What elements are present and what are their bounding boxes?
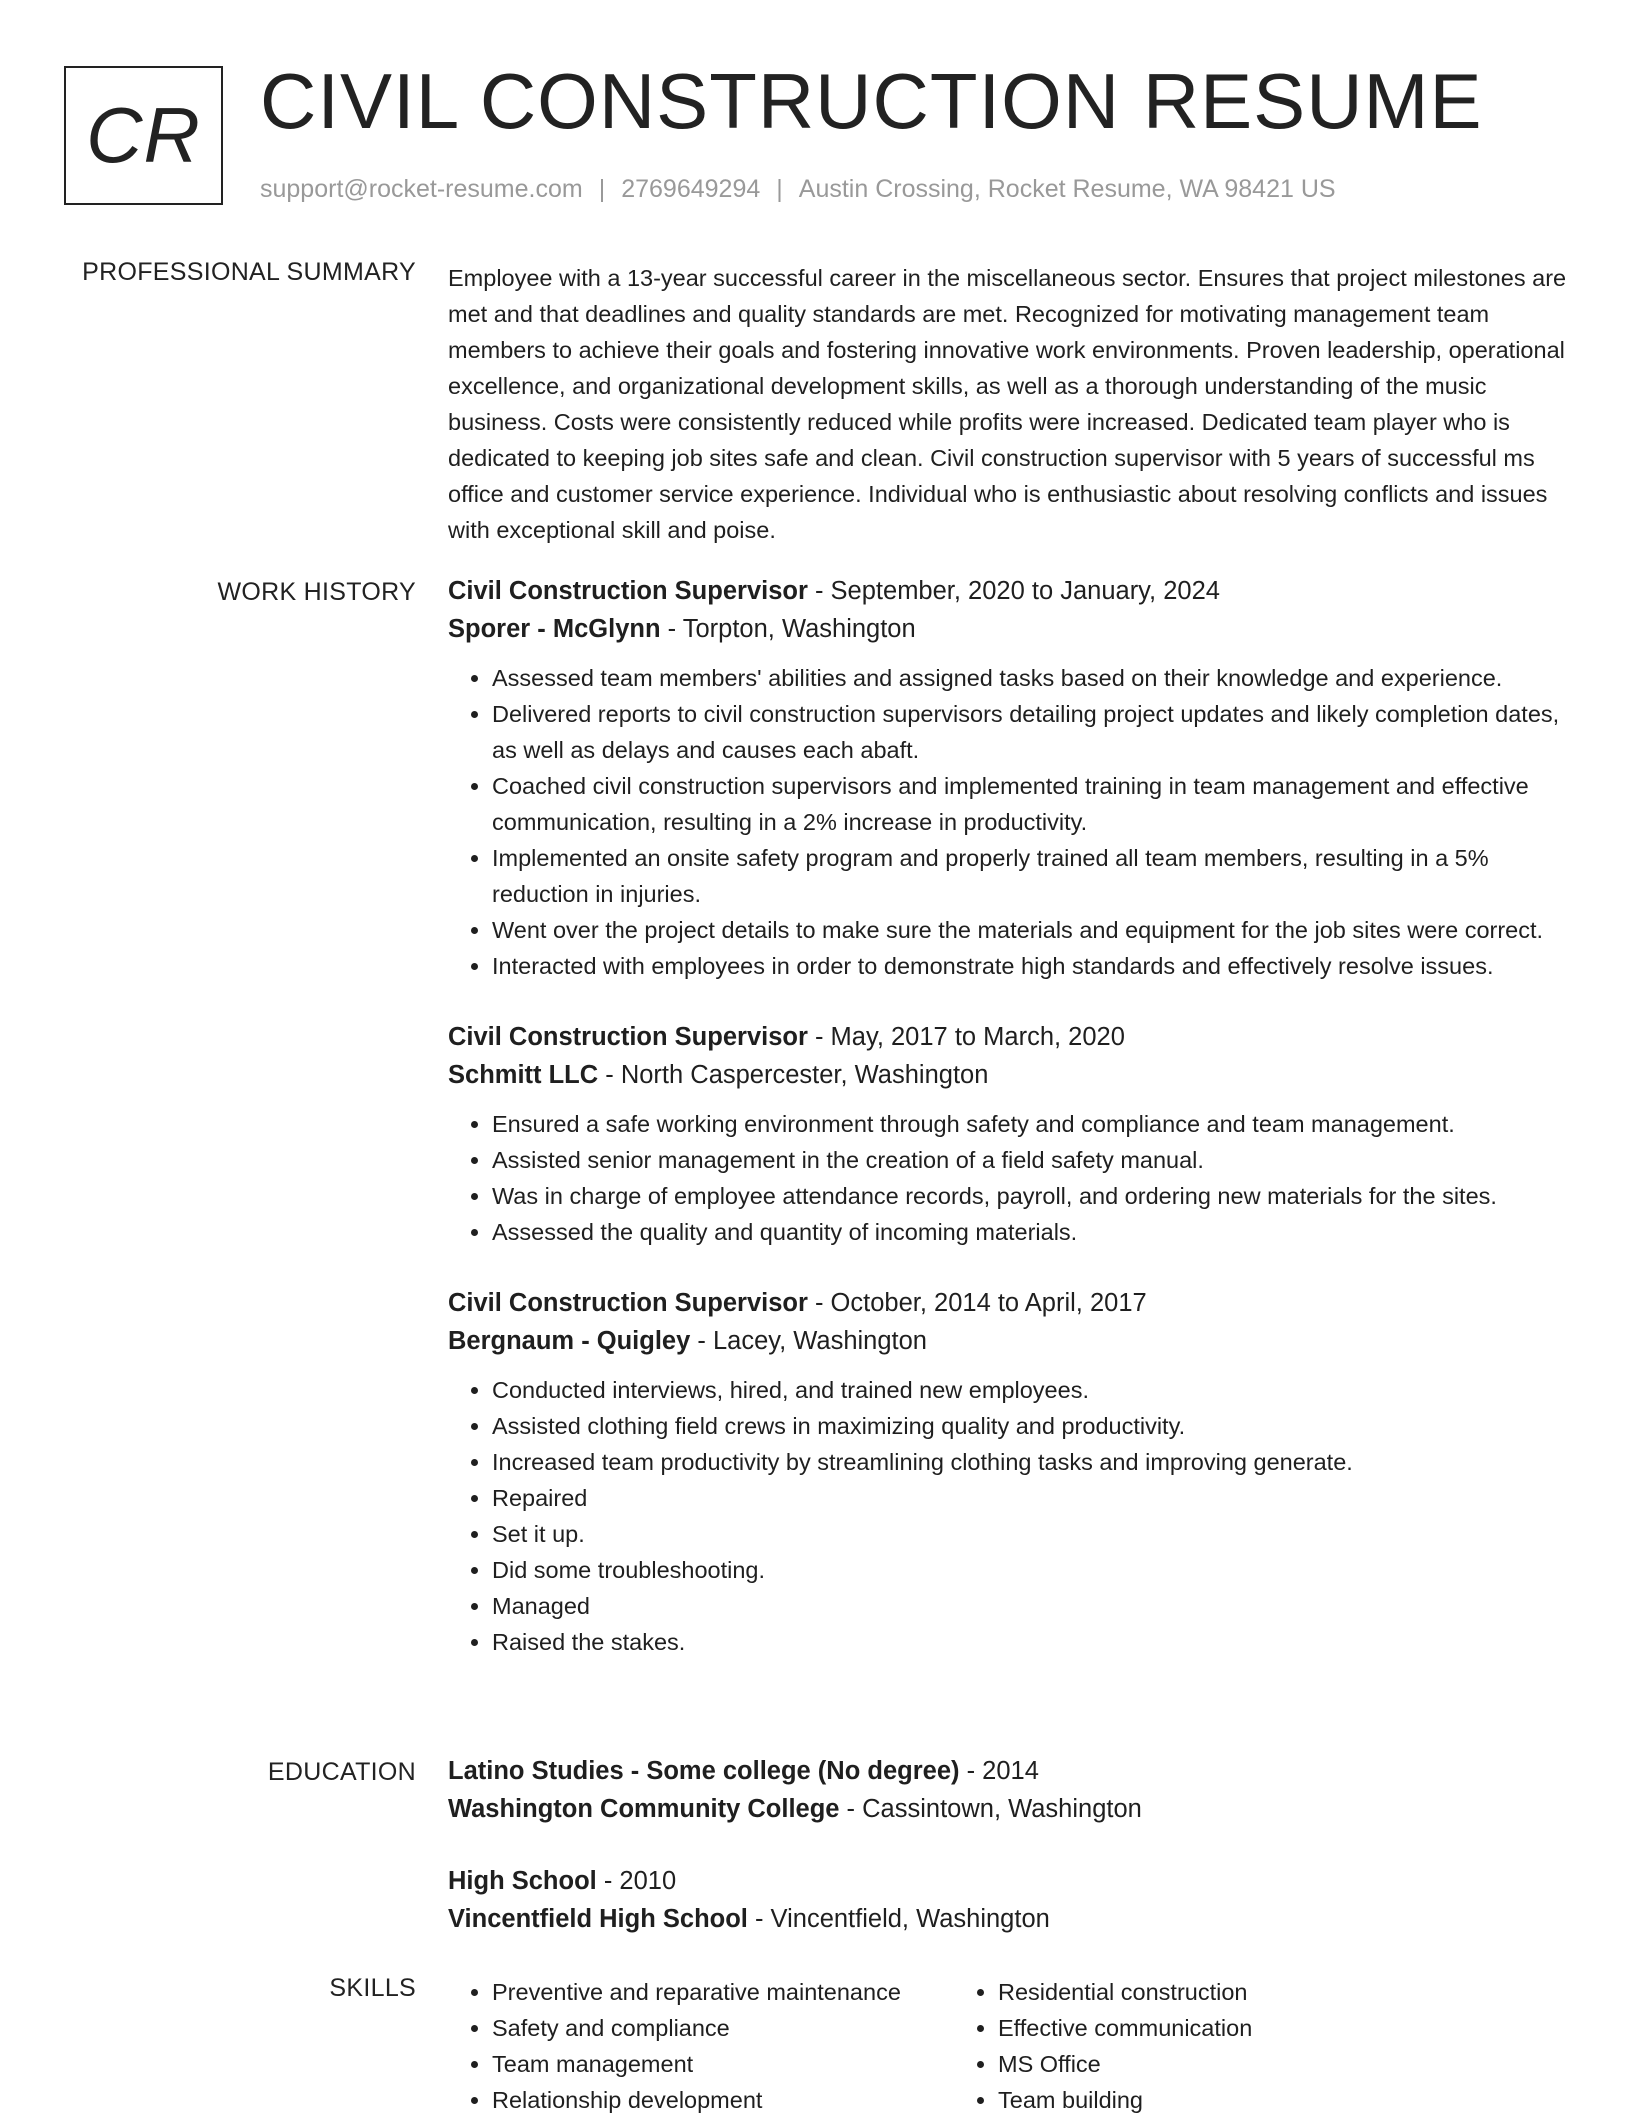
job-title: Civil Construction Supervisor [448, 1289, 808, 1317]
contact-separator: | [598, 175, 606, 203]
job-company: Sporer - McGlynn [448, 615, 661, 643]
job-bullets [448, 660, 1568, 984]
skill-item: • Relationship development [492, 2082, 954, 2118]
job-title: Civil Construction Supervisor [448, 577, 808, 605]
skills-column [448, 1974, 954, 2118]
job-bullet: • Raised the stakes. [492, 1624, 1568, 1660]
job-bullets [448, 1372, 1568, 1660]
education-year: - 2014 [959, 1757, 1039, 1785]
job-location: - Lacey, Washington [690, 1327, 927, 1355]
skill-item: • Safety and compliance [492, 2010, 954, 2046]
education-location: - Vincentfield, Washington [747, 1905, 1050, 1933]
education-degree-line [448, 1752, 1568, 1790]
skill-item: • Residential construction [998, 1974, 1252, 2010]
job-bullets [448, 1106, 1568, 1250]
job-company-line [448, 610, 1568, 648]
skill-item: • Effective communication [998, 2010, 1252, 2046]
section-label-education: EDUCATION [267, 1758, 416, 1786]
job-bullet: • Did some troubleshooting. [492, 1552, 1568, 1588]
job-bullet: • Increased team productivity by streamlining clothing tasks and improving generate. [492, 1444, 1568, 1480]
education-entry [448, 1862, 1568, 1938]
education-list [448, 1752, 1568, 1972]
skill-item: • MS Office [998, 2046, 1252, 2082]
monogram-logo: CR [64, 66, 223, 205]
education-entry [448, 1752, 1568, 1828]
job-bullet: • Implemented an onsite safety program and properly trained all team members, resulting in a 5% reduction in injuries. [492, 840, 1568, 912]
education-school: Washington Community College [448, 1795, 840, 1823]
job-company-line [448, 1056, 1568, 1094]
job-bullet: • Delivered reports to civil construction supervisors detailing project updates and likely completion dates, as well as delays and causes each abaft. [492, 696, 1568, 768]
job-bullet: • Repaired [492, 1480, 1568, 1516]
job-location: - North Caspercester, Washington [598, 1061, 989, 1089]
contact-address: Austin Crossing, Rocket Resume, WA 98421 US [798, 175, 1336, 203]
education-degree: Latino Studies - Some college (No degree) [448, 1757, 960, 1785]
contact-email: support@rocket-resume.com [260, 175, 583, 203]
education-school-line [448, 1900, 1568, 1938]
job-bullet: • Assessed the quality and quantity of incoming materials. [492, 1214, 1568, 1250]
job-dates: - May, 2017 to March, 2020 [807, 1023, 1125, 1051]
education-school: Vincentfield High School [448, 1905, 748, 1933]
skill-item: • Team building [998, 2082, 1252, 2118]
resume-header [64, 57, 1584, 216]
job-bullet: • Went over the project details to make sure the materials and equipment for the job sites were correct. [492, 912, 1568, 948]
job-dates: - September, 2020 to January, 2024 [807, 577, 1220, 605]
job-location: - Torpton, Washington [660, 615, 916, 643]
job-entry [448, 1018, 1568, 1250]
job-title: Civil Construction Supervisor [448, 1023, 808, 1051]
skill-item: • Team management [492, 2046, 954, 2082]
education-degree-line [448, 1862, 1568, 1900]
job-bullet: • Set it up. [492, 1516, 1568, 1552]
job-entry [448, 1284, 1568, 1660]
job-bullet: • Managed [492, 1588, 1568, 1624]
summary-text: Employee with a 13-year successful career in the miscellaneous sector. Ensures that project milestones are met and that deadlines and quality standards are met. Recognized for motivating management team members to achieve their goals and fostering innovative work environments. Proven leadership, operational excellence, and organizational development skills, as well as a thorough understanding of the music business. Costs were consistently reduced while profits were increased. Dedicated team player who is dedicated to keeping job sites safe and clean. Civil construction supervisor with 5 years of successful ms office and customer service experience. Individual who is enthusiastic about resolving conflicts and issues with exceptional skill and poise. [448, 265, 1567, 543]
job-bullet: • Interacted with employees in order to demonstrate high standards and effectively resolve issues. [492, 948, 1568, 984]
resume-title: CIVIL CONSTRUCTION RESUME [260, 57, 1483, 145]
job-entry [448, 572, 1568, 984]
contact-line [260, 175, 1336, 204]
education-year: - 2010 [596, 1867, 677, 1895]
job-bullet: • Ensured a safe working environment through safety and compliance and team management. [492, 1106, 1568, 1142]
skill-item: • Preventive and reparative maintenance [492, 1974, 954, 2010]
job-bullet: • Assisted senior management in the creation of a field safety manual. [492, 1142, 1568, 1178]
job-company-line [448, 1322, 1568, 1360]
education-location: - Cassintown, Washington [839, 1795, 1142, 1823]
job-bullet: • Conducted interviews, hired, and trained new employees. [492, 1372, 1568, 1408]
education-degree: High School [448, 1867, 597, 1895]
section-label-work-history: WORK HISTORY [217, 578, 416, 606]
job-bullet: • Coached civil construction supervisors and implemented training in team management and effective communication, resulting in a 2% increase in productivity. [492, 768, 1568, 840]
skills-column [954, 1974, 1252, 2118]
contact-separator: | [776, 175, 783, 203]
job-company: Bergnaum - Quigley [448, 1327, 691, 1355]
education-school-line [448, 1790, 1568, 1828]
section-label-skills: SKILLS [329, 1974, 416, 2002]
job-title-line [448, 572, 1568, 610]
job-title-line [448, 1018, 1568, 1056]
job-dates: - October, 2014 to April, 2017 [807, 1289, 1147, 1317]
section-label-summary: PROFESSIONAL SUMMARY [82, 258, 416, 286]
contact-phone: 2769649294 [621, 175, 761, 203]
job-company: Schmitt LLC [448, 1061, 599, 1089]
job-bullet: • Assisted clothing field crews in maximizing quality and productivity. [492, 1408, 1568, 1444]
job-bullet: • Was in charge of employee attendance records, payroll, and ordering new materials for the sites. [492, 1178, 1568, 1214]
skills-list [448, 1974, 1568, 2118]
job-title-line [448, 1284, 1568, 1322]
work-history-list [448, 572, 1568, 1694]
job-bullet: • Assessed team members' abilities and assigned tasks based on their knowledge and experience. [492, 660, 1568, 696]
